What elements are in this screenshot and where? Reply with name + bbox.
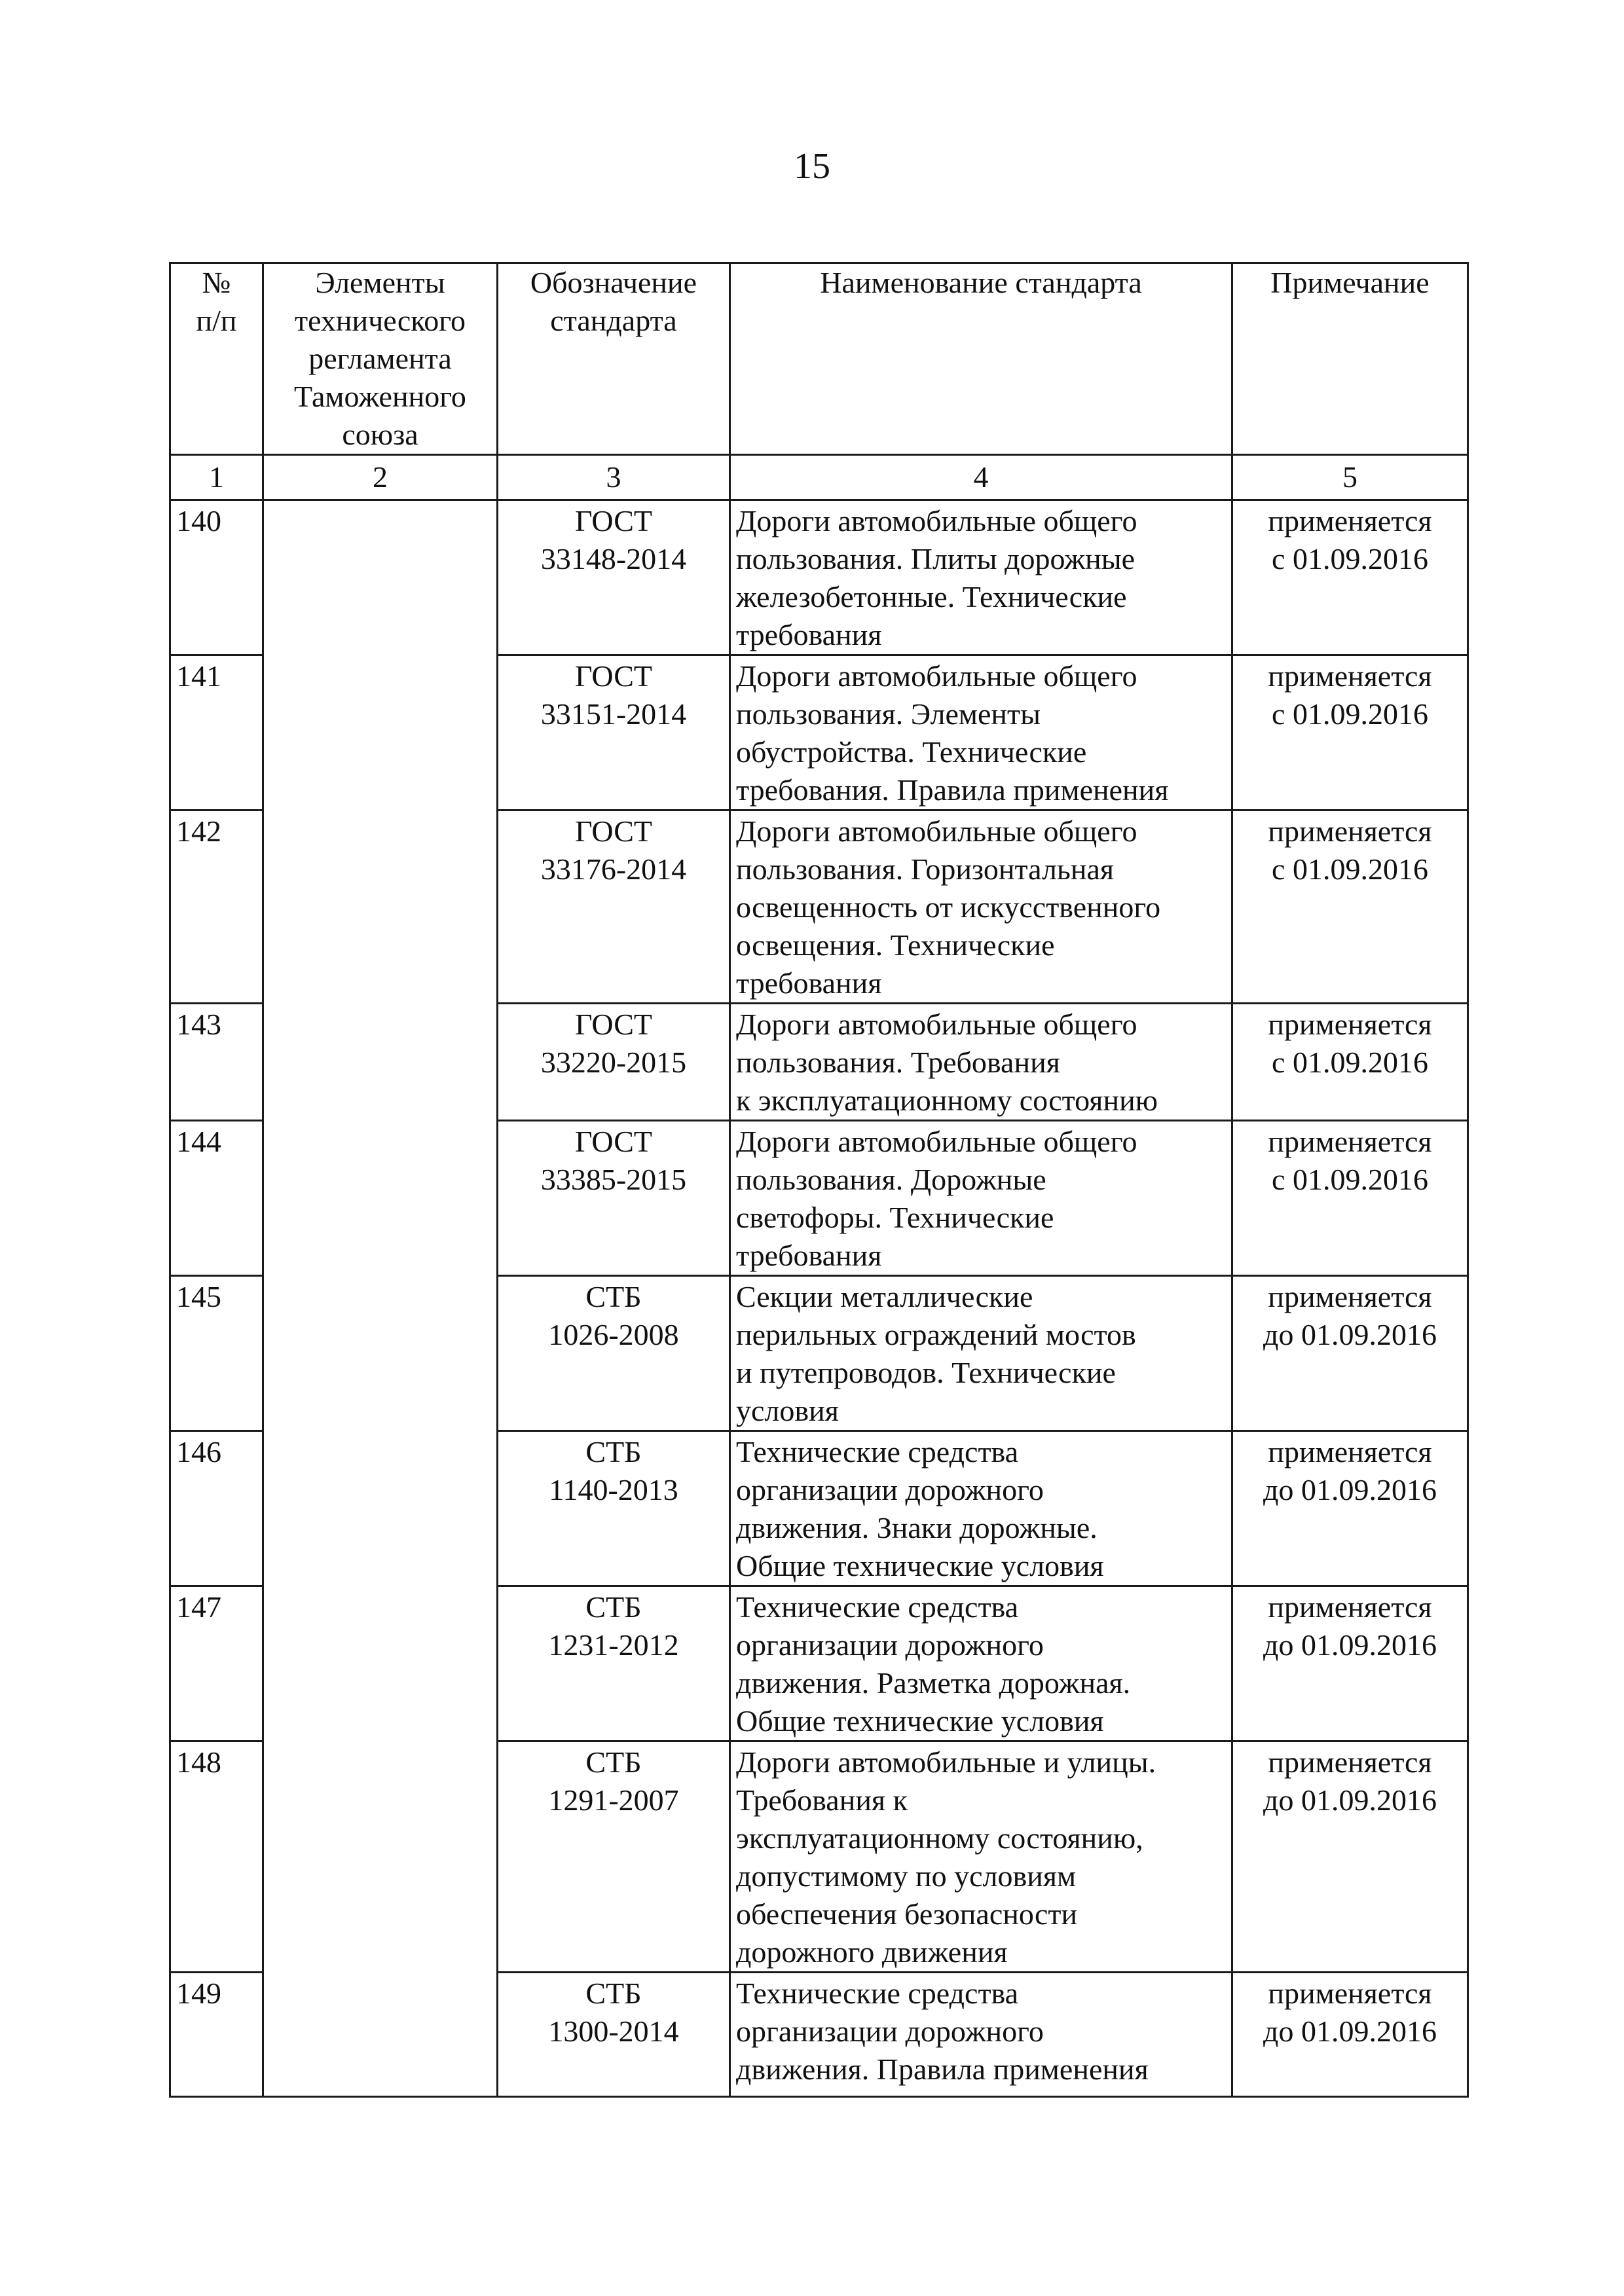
text-line: применяется [1268,1745,1432,1779]
standard-designation [498,1121,730,1276]
row-number: 141 [170,655,263,811]
text-line: Дороги автомобильные общего [736,1125,1137,1158]
text-line: с 01.09.2016 [1272,542,1428,575]
standard-note [1232,500,1468,655]
text-line: освещения. Технические [736,928,1055,962]
text-line: 1291-2007 [548,1783,679,1817]
text-line: СТБ [585,1977,642,2010]
text-line: применяется [1268,1008,1432,1041]
text-line: движения. Знаки дорожные. [736,1511,1098,1544]
column-number-3: 3 [498,455,730,500]
standard-name [730,1586,1232,1741]
text-line: Дороги автомобильные общего [736,1008,1137,1041]
standard-designation [498,1741,730,1973]
text-line: движения. Правила применения [736,2052,1149,2086]
row-number: 142 [170,811,263,1004]
text-line: 1026-2008 [548,1318,679,1351]
text-line: ГОСТ [574,659,652,693]
header-no: № п/п [170,263,263,455]
text-line: дорожного движения [736,1935,1008,1969]
text-line: до 01.09.2016 [1263,1628,1437,1662]
text-line: условия [736,1394,839,1427]
row-number: 144 [170,1121,263,1276]
standard-note [1232,811,1468,1004]
page-number: 15 [794,146,830,187]
standard-name [730,811,1232,1004]
text-line: Дороги автомобильные общего [736,659,1137,693]
table-row [170,500,1468,655]
text-line: применяется [1268,814,1432,848]
text-line: до 01.09.2016 [1263,2014,1437,2048]
text-line: 33176-2014 [540,852,687,886]
standard-designation [498,655,730,811]
text-line: Общие технические условия [736,1549,1104,1582]
text-line: применяется [1268,1125,1432,1158]
standard-designation [498,1586,730,1741]
standard-name [730,500,1232,655]
standard-designation [498,500,730,655]
text-line: требования [736,618,882,651]
text-line: организации дорожного [736,1628,1044,1662]
text-line: до 01.09.2016 [1263,1783,1437,1817]
standard-designation [498,1431,730,1586]
row-number: 147 [170,1586,263,1741]
text-line: 33385-2015 [540,1163,687,1196]
text-line: движения. Разметка дорожная. [736,1666,1131,1700]
text-line: требования. Правила применения [736,773,1169,807]
text-line: Технические средства [736,1590,1019,1624]
text-line: светофоры. Технические [736,1201,1054,1234]
text-line: организации дорожного [736,1473,1044,1506]
row-number: 140 [170,500,263,655]
header-elements: Элементы технического регламента Таможенного союза [263,263,498,455]
text-line: и путепроводов. Технические [736,1356,1116,1389]
text-line: применяется [1268,1590,1432,1624]
text-line: с 01.09.2016 [1272,697,1428,731]
text-line: Дороги автомобильные общего [736,814,1137,848]
standard-name [730,655,1232,811]
text-line: СТБ [585,1280,642,1313]
text-line: обеспечения безопасности [736,1897,1078,1931]
text-line: Технические средства [736,1977,1019,2010]
header-designation: Обозначение стандарта [498,263,730,455]
text-line: железобетонные. Технические [736,580,1127,613]
text-line: с 01.09.2016 [1272,852,1428,886]
text-line: пользования. Горизонтальная [736,852,1115,886]
standard-note [1232,1586,1468,1741]
column-number-4: 4 [730,455,1232,500]
text-line: Общие технические условия [736,1704,1104,1738]
text-line: организации дорожного [736,2014,1044,2048]
row-number: 143 [170,1004,263,1121]
standard-note [1232,1973,1468,2097]
text-line: перильных ограждений мостов [736,1318,1136,1351]
text-line: требования [736,966,882,1000]
standard-note [1232,655,1468,811]
text-line: Секции металлические [736,1280,1033,1313]
text-line: применяется [1268,1280,1432,1313]
text-line: допустимому по условиям [736,1859,1077,1893]
standard-name [730,1431,1232,1586]
text-line: ГОСТ [574,814,652,848]
text-line: пользования. Плиты дорожные [736,542,1135,575]
standard-note [1232,1741,1468,1973]
text-line: СТБ [585,1435,642,1468]
text-line: применяется [1268,504,1432,538]
row-number: 145 [170,1276,263,1431]
text-line: применяется [1268,1435,1432,1468]
elements-cell-merged [263,500,498,2097]
text-line: применяется [1268,1977,1432,2010]
text-line: пользования. Элементы [736,697,1041,731]
standard-name [730,1741,1232,1973]
text-line: 33148-2014 [540,542,687,575]
text-line: 1231-2012 [548,1628,679,1662]
text-line: до 01.09.2016 [1263,1473,1437,1506]
text-line: ГОСТ [574,1008,652,1041]
row-number: 146 [170,1431,263,1586]
row-number: 148 [170,1741,263,1973]
column-number-5: 5 [1232,455,1468,500]
text-line: 33151-2014 [540,697,687,731]
text-line: 1300-2014 [548,2014,679,2048]
standards-table [169,262,1469,2098]
text-line: к эксплуатационному состоянию [736,1084,1158,1117]
text-line: пользования. Требования [736,1046,1060,1079]
text-line: 1140-2013 [549,1473,678,1506]
column-number-2: 2 [263,455,498,500]
standard-designation [498,1276,730,1431]
text-line: ГОСТ [574,1125,652,1158]
text-line: применяется [1268,659,1432,693]
text-line: Требования к [736,1783,908,1817]
standard-designation [498,1973,730,2097]
text-line: СТБ [585,1745,642,1779]
standard-name [730,1276,1232,1431]
column-number-row [170,455,1468,500]
standard-designation [498,811,730,1004]
standard-note [1232,1121,1468,1276]
standard-name [730,1973,1232,2097]
text-line: обустройства. Технические [736,735,1087,769]
standard-note [1232,1004,1468,1121]
text-line: Технические средства [736,1435,1019,1468]
text-line: до 01.09.2016 [1263,1318,1437,1351]
text-line: ГОСТ [574,504,652,538]
text-line: Дороги автомобильные и улицы. [736,1745,1156,1779]
text-line: с 01.09.2016 [1272,1046,1428,1079]
table-header-row [170,263,1468,455]
text-line: эксплуатационному состоянию, [736,1821,1143,1855]
standard-designation [498,1004,730,1121]
text-line: 33220-2015 [540,1046,687,1079]
text-line: требования [736,1239,882,1272]
text-line: с 01.09.2016 [1272,1163,1428,1196]
text-line: СТБ [585,1590,642,1624]
text-line: пользования. Дорожные [736,1163,1046,1196]
header-name: Наименование стандарта [730,263,1232,455]
row-number: 149 [170,1973,263,2097]
column-number-1: 1 [170,455,263,500]
standard-note [1232,1431,1468,1586]
text-line: Дороги автомобильные общего [736,504,1137,538]
text-line: освещенность от искусственного [736,890,1161,924]
standard-name [730,1121,1232,1276]
standard-note [1232,1276,1468,1431]
standard-name [730,1004,1232,1121]
header-note: Примечание [1232,263,1468,455]
